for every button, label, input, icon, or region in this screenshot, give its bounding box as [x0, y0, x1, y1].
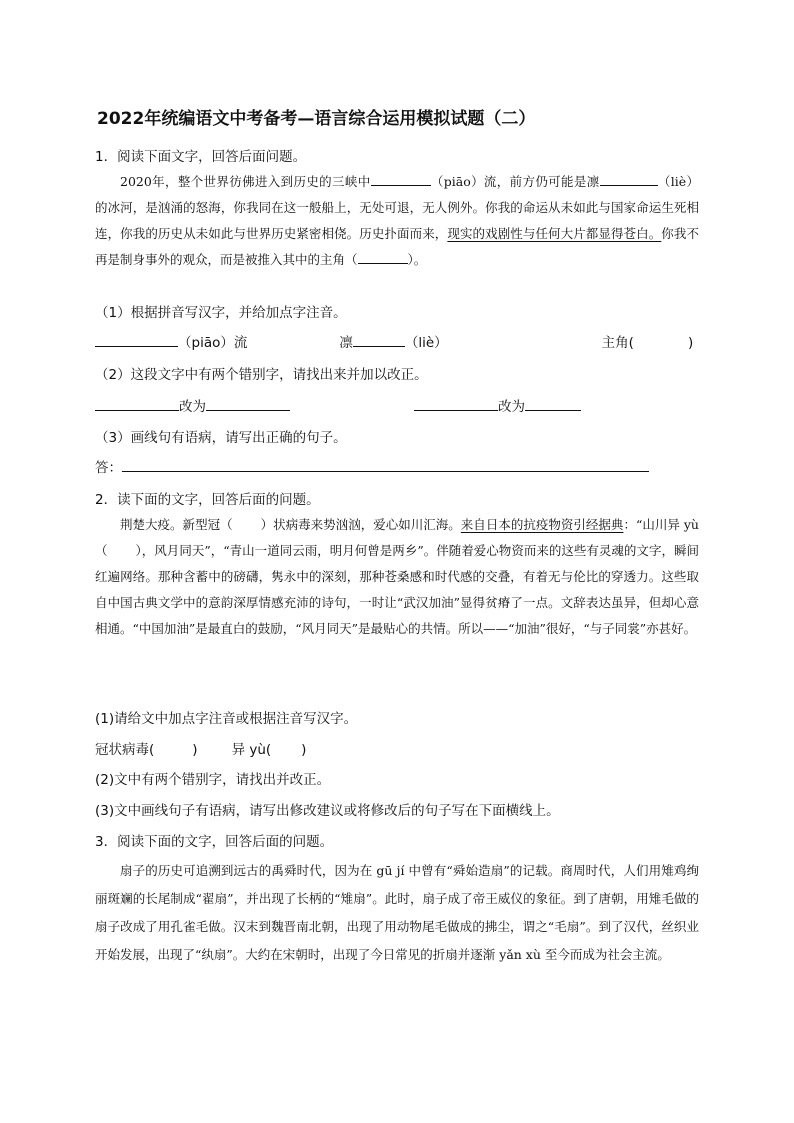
q2-sub1-answer-row: [95, 738, 495, 758]
q2-ans1-a: 冠状病毒(: [95, 742, 155, 758]
q2-ans1-a2: ): [192, 742, 198, 758]
q1-passage-part1: 2020年，整个世界彷佛进入到历史的三峡中: [120, 174, 371, 189]
q2-passage-part1: 荆楚大疫。新型冠（: [120, 517, 233, 532]
q3-passage: [95, 857, 699, 969]
q1-blank-jue[interactable]: [358, 249, 408, 264]
q1-sub2-answer-row: [95, 395, 695, 415]
q1-sub2: （2）这段文字中有两个错别字，请找出来并加以改正。: [95, 367, 428, 383]
q1-gai-label-1: 改为: [179, 399, 206, 415]
q1-passage-part3: （liè）的冰河，是汹涌的怒海，你我同在这一般船上，无处可退，无人例外。你我的命运从未如此与国家命运生死相连，你我的历史从未如此与世界历史紧密相侥。历史扑面而来，: [95, 174, 699, 241]
q1-answer-line[interactable]: [122, 457, 649, 472]
q1-ans1-a: （piāo）流: [178, 335, 248, 351]
q1-blank-piao[interactable]: [371, 171, 431, 186]
q1-sub1: （1）根据拼音写汉字，并给加点字注音。: [95, 305, 347, 321]
q1-correct-char-blank-1[interactable]: [206, 396, 290, 411]
q1-answer-blank-piao[interactable]: [95, 332, 178, 347]
q1-passage-part4: 你我不再是制身事外的观众，而是被推入其中的主角（: [95, 226, 699, 267]
q3-stem: 3．阅读下面的文字，回答后面的问题。: [95, 834, 334, 850]
q1-wrong-char-blank-2[interactable]: [414, 396, 498, 411]
q2-stem: 2．读下面的文字，回答后面的问题。: [95, 492, 320, 508]
q2-sub3: (3)文中画线句子有语病，请写出修改建议或将修改后的句子写在下面横线上。: [95, 803, 560, 819]
q1-stem: 1．阅读下面文字，回答后面问题。: [95, 149, 307, 165]
q2-ans1-b2: ): [301, 742, 307, 758]
q1-answer-blank-lie[interactable]: [353, 332, 405, 347]
q1-sub3-answer-row: [95, 456, 655, 476]
q1-gai-label-2: 改为: [498, 399, 525, 415]
q1-passage-part2: （piāo）流，前方仍可能是凛: [430, 174, 600, 189]
q2-passage-part2: ）状病毒来势汹汹，爱心如川汇海。: [260, 517, 461, 532]
document-title: 2022年统编语文中考备考—语言综合运用模拟试题（二）: [97, 109, 536, 129]
q1-ans1-b: 凛: [339, 335, 353, 351]
q1-passage: [95, 169, 699, 273]
q1-sub1-answer-row: [95, 331, 695, 351]
q2-sub1: (1)请给文中加点字注音或根据注音写汉字。: [95, 711, 358, 727]
q1-sub3: （3）画线句有语病，请写出正确的句子。: [95, 430, 347, 446]
q2-passage-part3: ：“山川异 yù（: [95, 517, 699, 558]
q1-passage-part5: ）。: [407, 252, 427, 267]
q1-correct-char-blank-2[interactable]: [525, 396, 581, 411]
q1-ans1-c: 主角(: [601, 335, 634, 351]
q1-ans1-b2: （liè）: [404, 335, 448, 351]
q1-underlined-sentence: 现实的戏剧性与任何大片都显得苍白。: [447, 226, 662, 241]
q1-answer-label: 答：: [95, 460, 122, 476]
q2-ans1-b: 异 yù(: [231, 742, 272, 758]
q2-passage-part4: ），风月同天”，“青山一道同云雨，明月何曾是两乡”。伴随着爱心物资而来的这些有灵魂的文字，瞬间红遍网络。那种含蓄中的磅礴，隽永中的深刻，那种苍桑感和时代感的交叠，有着无与伦比的穿透力。这些取自中国古典文学中的意韵深厚情感充沛的诗句，一时让“武汉加油”显得贫瘠了一点。文辞表达虽异，但却心意相通。“中国加油”是最直白的鼓励，“风月同天”是最贴心的共情。所以——“加油”很好，“与子同裳”亦甚好。: [95, 543, 699, 636]
q3-passage-text: 扇子的历史可追溯到远古的禹舜时代，因为在 gū jí 中曾有“舜始造扇”的记载。商周时代，人们用雉鸡绚丽斑斓的长尾制成“翟扇”，并出现了长柄的“雉扇”。此时，扇子成了帝王威仪的象征。到了唐朝，用雉毛做的扇子改成了用孔雀毛做。汉末到魏晋南北朝，出现了用动物尾毛做成的拂尘，谓之“毛扇”。到了汉代，丝织业开始发展，出现了“纨扇”。大约在宋朝时，出现了今日常见的折扇并逐渐 yǎn xù 至今而成为社会主流。: [95, 863, 699, 962]
q2-passage: [95, 512, 699, 642]
q1-wrong-char-blank-1[interactable]: [95, 396, 179, 411]
q2-underlined-sentence: 来自日本的抗疫物资引经据典: [460, 517, 624, 532]
q2-sub2: (2)文中有两个错别字，请找出并改正。: [95, 772, 331, 788]
q1-blank-lie[interactable]: [600, 171, 658, 186]
q1-ans1-c2: ): [687, 335, 694, 351]
